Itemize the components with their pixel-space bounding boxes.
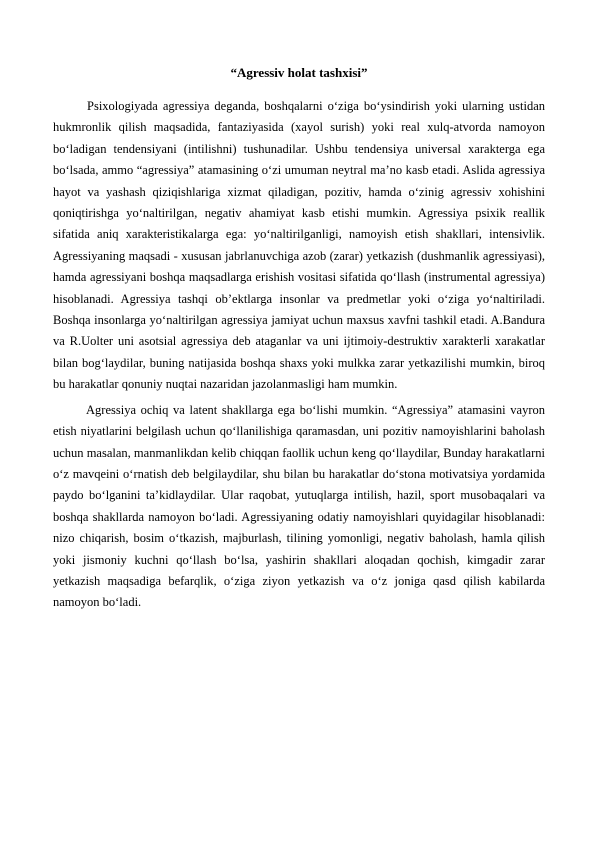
document-title: “Agressiv holat tashxisi” [230, 65, 368, 80]
paragraph-definition: Psixologiyada agressiya deganda, boshqalarni o‘ziga bo‘ysindirish yoki ularning ustidan hukmronlik qilish maqsadida, fantaziyasida (xayol surish) yoki real xulq-atvorda namoyon bo‘ladigan tendensiyani (intilishni) tushunadilar. Ushbu tendensiya universal xarakterga ega bo‘lsada, ammo “agressiya” atamasining o‘zi umuman neytral ma’no kasb etadi. Aslida agressiya hayot va yashash qiziqishlariga xizmat qiladigan, pozitiv, hamda o‘zinig agressiv xohishini qoniqtirishga yo‘naltirilgan, negativ ahamiyat kasb etishi mumkin. Agressiya psixik reallik sifatida aniq xarakteristikalarga ega: yo‘naltirilganligi, namoyish etish shakllari, intensivlik. Agressiyaning maqsadi - xususan jabrlanuvchiga azob (zarar) yetkazish (dushmanlik agressiyasi), hamda agressiyani boshqa maqsadlarga erishish vositasi sifatida qo‘llash (instrumental agressiya) hisoblanadi. Agressiya tashqi ob’ektlarga insonlar va predmetlar yoki o‘ziga yo‘naltiriladi. Boshqa insonlarga yo‘naltirilgan agressiya jamiyat uchun maxsus xavfni tashkil etadi. A.Bandura va R.Uolter uni asotsial agressiya deb ataganlar va uni ijtimoiy-destruktiv xarakterli xarakatlar bilan bog‘laydilar, buning natijasida boshqa shaxs yoki mulkka zarar yetkazilishi mumkin, biroq bu harakatlar qonuniy nuqtai nazaridan jazolanmasligi ham mumkin. [53, 99, 545, 392]
paragraph-forms: Agressiya ochiq va latent shakllarga ega bo‘lishi mumkin. “Agressiya” atamasini vayron etish niyatlarini belgilash uchun qo‘llanilishiga qaramasdan, uni pozitiv namoyishlarini baholash uchun masalan, manmanlikdan kelib chiqqan faollik uchun keng qo‘llaydilar, Bunday harakatlarni o‘z mavqeini o‘rnatish deb belgilaydilar, shu bilan bu harakatlar do‘stona motivatsiya yordamida paydo bo‘lganini ta’kidlaydilar. Ular raqobat, yutuqlarga intilish, hazil, sport musobaqalari va boshqa shakllarda namoyon bo‘ladi. Agressiyaning odatiy namoyishlari quyidagilar hisoblanadi: nizo chiqarish, bosim o‘tkazish, majburlash, tilining yomonligi, negativ baholash, hamla qilish yoki jismoniy kuchni qo‘llash bo‘lsa, yashirin shakllari aloqadan qochish, kimgadir zarar yetkazish maqsadiga befarqlik, o‘ziga ziyon yetkazish va o‘z joniga qasd qilish kabilarda namoyon bo‘ladi. [53, 402, 545, 610]
